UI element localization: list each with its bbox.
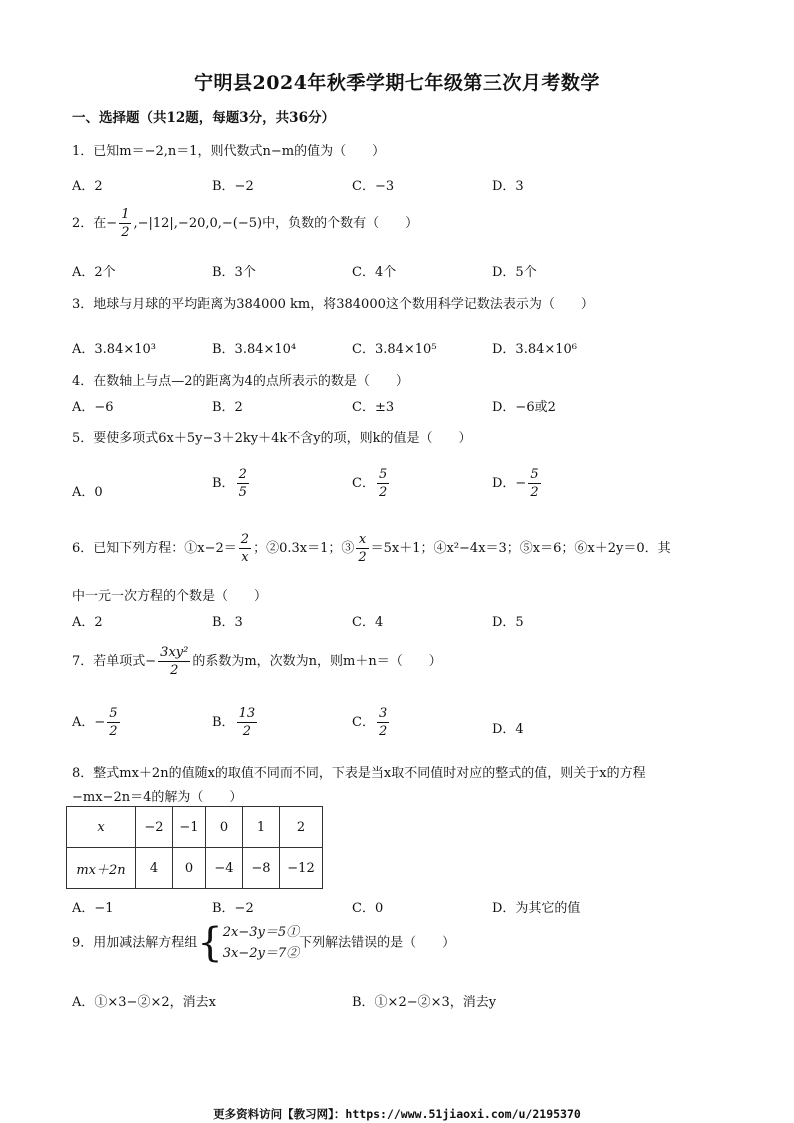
q7-option-b-label: B． — [212, 715, 235, 730]
q3-option-a: A．3.84×10³ — [72, 342, 156, 357]
q7-c-denominator: 2 — [378, 724, 388, 739]
q2-prefix: 2．在 — [72, 216, 107, 231]
q6-option-a: A．2 — [72, 615, 103, 630]
q6-part-1: 6．已知下列方程：①x−2＝ — [72, 541, 237, 556]
q5-option-b — [212, 466, 251, 501]
q7-b-denominator: 2 — [242, 724, 251, 739]
q7-a-denominator: 2 — [109, 724, 118, 739]
q3-option-c: C．3.84×10⁵ — [352, 342, 437, 357]
q6-option-c: C．4 — [352, 615, 384, 630]
q5-c-numerator: 5 — [378, 467, 388, 482]
q5-d-denominator: 2 — [530, 485, 539, 500]
q2-fraction — [119, 206, 131, 241]
table-row — [67, 807, 323, 848]
value-table — [66, 806, 323, 889]
q6-option-d: D．5 — [492, 615, 524, 630]
q3-option-d: D．3.84×10⁶ — [492, 342, 578, 357]
q6-f2-numerator: x — [356, 531, 368, 549]
question-1: 1．已知m＝−2,n＝1，则代数式n−m的值为（ ） — [72, 144, 386, 159]
q2-numerator: 1 — [121, 207, 130, 222]
table-cell: −4 — [206, 848, 243, 889]
q7-denominator: 2 — [170, 663, 179, 678]
table-cell: mx＋2n — [67, 848, 136, 889]
q4-option-d: D．−6或2 — [492, 400, 556, 415]
question-6 — [72, 531, 671, 566]
table-cell: −2 — [136, 807, 173, 848]
question-8: 8．整式mx＋2n的值随x的取值不同而不同，下表是当x取不同值时对应的整式的值，则关于x的方程 — [72, 766, 646, 781]
q7-suffix: 的系数为m，次数为n，则m＋n＝（ ） — [192, 654, 442, 669]
q7-option-d: D．4 — [492, 722, 524, 737]
q2-suffix: ,−|12|,−20,0,−(−5)中，负数的个数有（ ） — [133, 216, 419, 231]
q6-part-2: ；②0.3x＝1；③ — [253, 541, 355, 556]
q9-option-a: A．①×3−②×2，消去x — [72, 995, 216, 1010]
q4-option-a: A．−6 — [72, 400, 114, 415]
q7-option-a — [72, 705, 122, 740]
table-cell: −8 — [243, 848, 280, 889]
q5-option-a: A．0 — [72, 485, 103, 500]
q7-prefix: 7．若单项式− — [72, 654, 157, 669]
q7-option-c-label: C． — [352, 715, 375, 730]
q2-option-a: A．2个 — [72, 265, 116, 280]
q6-part-3: ＝5x＋1；④x²−4x＝3；⑤x＝6；⑥x＋2y＝0．其 — [370, 541, 671, 556]
question-8-line-2: −mx−2n＝4的解为（ ） — [72, 790, 243, 805]
table-cell: 1 — [243, 807, 280, 848]
q9-prefix: 9．用加减法解方程组 — [72, 935, 198, 951]
q7-option-a-label: A．− — [72, 715, 106, 730]
q8-option-b: B．−2 — [212, 901, 254, 916]
q2-option-c: C．4个 — [352, 265, 397, 280]
q6-option-b: B．3 — [212, 615, 243, 630]
q2-option-b: B．3个 — [212, 265, 256, 280]
q5-c-denominator: 2 — [378, 485, 388, 500]
question-6-line-2: 中一元一次方程的个数是（ ） — [72, 589, 268, 604]
q4-option-b: B．2 — [212, 400, 243, 415]
q1-option-a: A．2 — [72, 179, 103, 194]
table-cell: −12 — [280, 848, 323, 889]
q5-option-d — [492, 466, 543, 501]
q8-option-a: A．−1 — [72, 901, 114, 916]
question-2: 2．在− $\frac{1}{2}$ ,−|12|,−20,0,−(−5)中，负数的个数有（ ） — [72, 207, 419, 240]
q7-option-c — [352, 705, 391, 740]
question-5: 5．要使多项式6x＋5y−3＋2ky＋4k不含y的项，则k的值是（ ） — [72, 431, 472, 446]
table-cell: 0 — [206, 807, 243, 848]
page-title: 宁明县2024年秋季学期七年级第三次月考数学 — [194, 72, 600, 94]
q7-c-numerator: 3 — [378, 706, 388, 721]
q9-suffix: 下列解法错误的是（ ） — [299, 935, 456, 951]
footer-link[interactable]: 更多资料访问【教习网】：https://www.51jiaoxi.com/u/2195370 — [213, 1107, 581, 1121]
equation-2: 3x−2y＝7② — [222, 946, 300, 961]
equation-1: 2x−3y＝5① — [222, 925, 300, 940]
section-heading: 一、选择题（共12题，每题3分，共36分） — [72, 110, 335, 126]
question-4: 4．在数轴上与点—2的距离为4的点所表示的数是（ ） — [72, 374, 409, 389]
q7-b-numerator: 13 — [238, 706, 256, 721]
q5-option-d-label: D．− — [492, 476, 527, 491]
q5-b-denominator: 5 — [238, 485, 247, 500]
q1-option-c: C．−3 — [352, 179, 395, 194]
q5-option-c — [352, 466, 391, 501]
question-3: 3．地球与月球的平均距离为384000 km，将384000这个数用科学记数法表示为（ ） — [72, 297, 594, 312]
q9-option-b: B．①×2−②×3，消去y — [352, 995, 497, 1010]
q5-option-c-label: C． — [352, 476, 375, 491]
table-cell: 2 — [280, 807, 323, 848]
table-cell: x — [67, 807, 136, 848]
q1-option-d: D．3 — [492, 179, 524, 194]
q4-option-c: C．±3 — [352, 400, 395, 415]
q5-b-numerator: 2 — [238, 467, 247, 482]
q7-numerator: 3xy² — [160, 645, 189, 660]
table-cell: 4 — [136, 848, 173, 889]
equation-system — [223, 922, 299, 964]
table-cell: −1 — [173, 807, 206, 848]
q2-option-d: D．5个 — [492, 265, 537, 280]
brace-icon: { — [197, 920, 223, 966]
q6-f2-denominator: 2 — [358, 550, 367, 565]
table-cell: 0 — [173, 848, 206, 889]
question-9 — [72, 922, 455, 964]
table-row — [67, 848, 323, 889]
q7-a-numerator: 5 — [109, 706, 118, 721]
q8-option-d: D．为其它的值 — [492, 901, 581, 916]
q5-option-b-label: B． — [212, 476, 235, 491]
q7-option-b — [212, 705, 259, 740]
q8-option-c: C．0 — [352, 901, 384, 916]
q2-denominator: 2 — [121, 225, 130, 240]
q6-f1-denominator: x — [241, 550, 249, 565]
q1-option-b: B．−2 — [212, 179, 254, 194]
question-7 — [72, 644, 442, 679]
q5-d-numerator: 5 — [530, 467, 539, 482]
q6-f1-numerator: 2 — [240, 532, 250, 547]
q3-option-b: B．3.84×10⁴ — [212, 342, 297, 357]
